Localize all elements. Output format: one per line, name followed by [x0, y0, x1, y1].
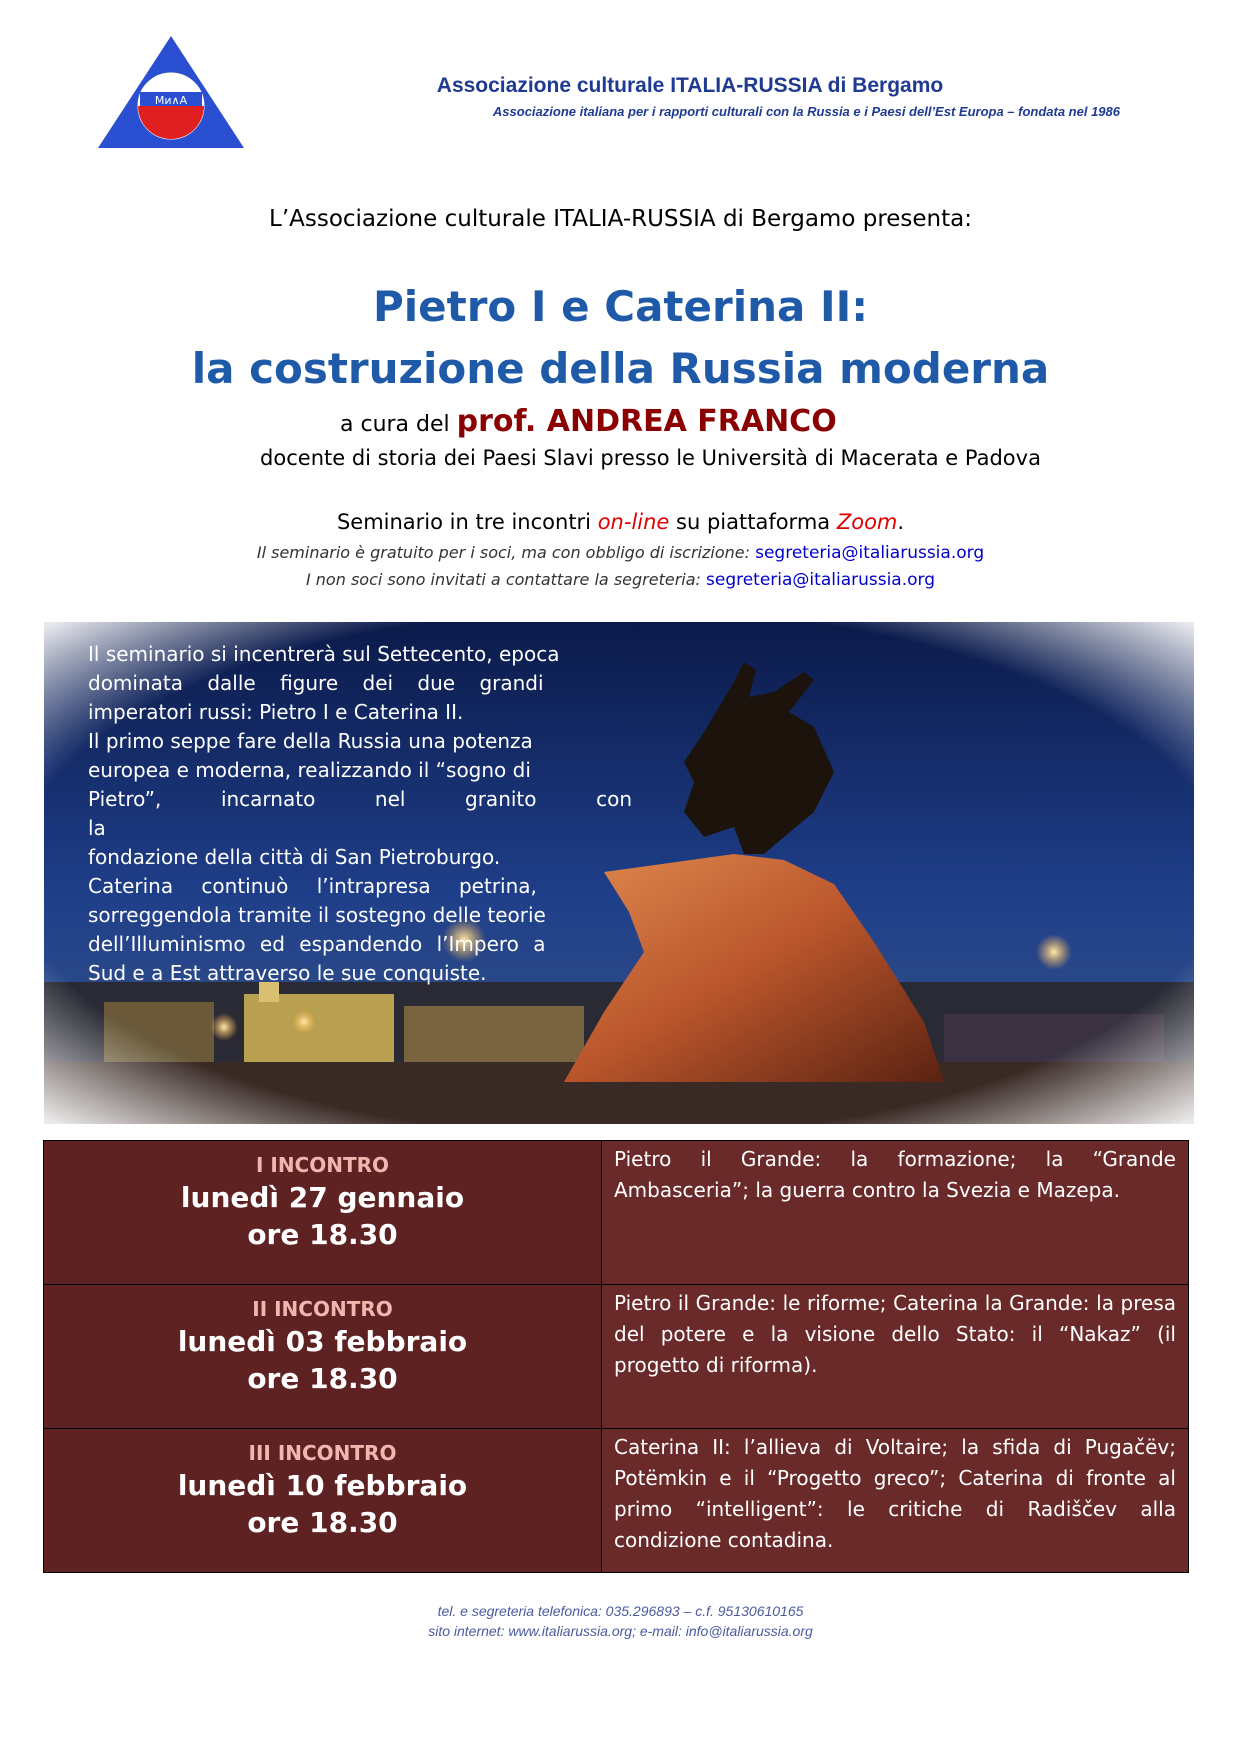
seminar-description — [88, 640, 632, 988]
meeting-time: ore 18.30 — [247, 1218, 398, 1251]
non-members-email-link[interactable]: segreteria@italiarussia.org — [706, 570, 936, 590]
page-title-line-2: la costruzione della Russia moderna — [191, 344, 1050, 393]
curator-prefix: a cura del — [340, 412, 457, 437]
description-line: dell’Illuminismo ed espandendo l’Impero a — [88, 932, 546, 956]
footer-web: sito internet: www.italiarussia.org; e-mail: info@italiarussia.org — [428, 1623, 813, 1639]
meeting-date: lunedì 27 gennaio — [180, 1181, 465, 1214]
meeting-cell — [44, 1285, 602, 1429]
seminar-text-1: Seminario in tre incontri — [336, 510, 598, 534]
description-line: Caterina continuò l’intrapresa petrina, — [88, 874, 537, 898]
meeting-date: lunedì 03 febbraio — [177, 1325, 468, 1358]
members-info — [0, 543, 1241, 563]
description-line: dominata dalle figure dei due grandi — [88, 671, 544, 695]
description-line: europea e moderna, realizzando il “sogno di — [88, 758, 531, 782]
association-subtitle: Associazione italiana per i rapporti culturali con la Russia e i Paesi dell’Est Europa – fondata nel 1986 — [492, 104, 1120, 119]
page-title-line-1: Pietro I e Caterina II: — [372, 282, 869, 331]
meeting-label: I INCONTRO — [255, 1153, 390, 1177]
seminar-zoom: Zoom — [836, 510, 898, 534]
description-line: Il seminario si incentrerà sul Settecento, epoca — [88, 642, 560, 666]
table-row — [44, 1285, 1189, 1429]
members-info-text: Il seminario è gratuito per i soci, ma con obbligo di iscrizione: — [256, 543, 756, 562]
curator-role: docente di storia dei Paesi Slavi presso le Università di Macerata e Padova — [260, 446, 1041, 470]
seminar-text-2: su piattaforma — [669, 510, 837, 534]
meeting-cell — [44, 1429, 602, 1573]
non-members-info — [0, 570, 1241, 590]
seminar-online: on-line — [597, 510, 670, 534]
meeting-label: II INCONTRO — [252, 1297, 393, 1321]
description-line: imperatori russi: Pietro I e Caterina II. — [88, 700, 464, 724]
footer-contacts: tel. e segreteria telefonica: 035.296893 – c.f. 95130610165 — [437, 1603, 804, 1619]
description-line: fondazione della città di San Pietroburgo. — [88, 845, 501, 869]
description-line: sorreggendola tramite il sostegno delle teorie — [88, 903, 546, 927]
table-row — [44, 1141, 1189, 1285]
meeting-topic: Pietro il Grande: la formazione; la “Grande Ambasceria”; la guerra contro la Svezia e Mazepa. — [602, 1141, 1189, 1285]
curator-name: prof. ANDREA FRANCO — [456, 404, 837, 439]
curator-line — [340, 404, 837, 439]
meeting-time: ore 18.30 — [247, 1506, 398, 1539]
association-name: Associazione culturale ITALIA-RUSSIA di Bergamo — [436, 74, 944, 97]
logo-lettering: Mи∧A — [154, 94, 188, 107]
meeting-cell — [44, 1141, 602, 1285]
meeting-date: lunedì 10 febbraio — [177, 1469, 468, 1502]
association-logo — [96, 34, 246, 150]
table-row — [44, 1429, 1189, 1573]
meeting-label: III INCONTRO — [248, 1441, 397, 1465]
schedule-table — [43, 1140, 1189, 1573]
presents-line: L’Associazione culturale ITALIA-RUSSIA di Bergamo presenta: — [269, 206, 972, 232]
seminar-format — [0, 510, 1241, 534]
description-line: Pietro”, incarnato nel granito con la — [88, 787, 632, 840]
meeting-time: ore 18.30 — [247, 1362, 398, 1395]
non-members-info-text: I non soci sono invitati a contattare la segreteria: — [305, 570, 706, 589]
description-line: Il primo seppe fare della Russia una potenza — [88, 729, 533, 753]
description-line: Sud e a Est attraverso le sue conquiste. — [88, 961, 487, 985]
meeting-topic: Pietro il Grande: le riforme; Caterina la Grande: la presa del potere e la visione dello Stato: il “Nakaz” (il progetto di riforma). — [602, 1285, 1189, 1429]
members-email-link[interactable]: segreteria@italiarussia.org — [755, 543, 985, 563]
meeting-topic: Caterina II: l’allieva di Voltaire; la sfida di Pugačëv; Potёmkin e il “Progetto greco”; Caterina di fronte al primo “intelligent”: le critiche di Radiščev alla condizione contadina. — [602, 1429, 1189, 1573]
seminar-text-3: . — [897, 510, 905, 534]
